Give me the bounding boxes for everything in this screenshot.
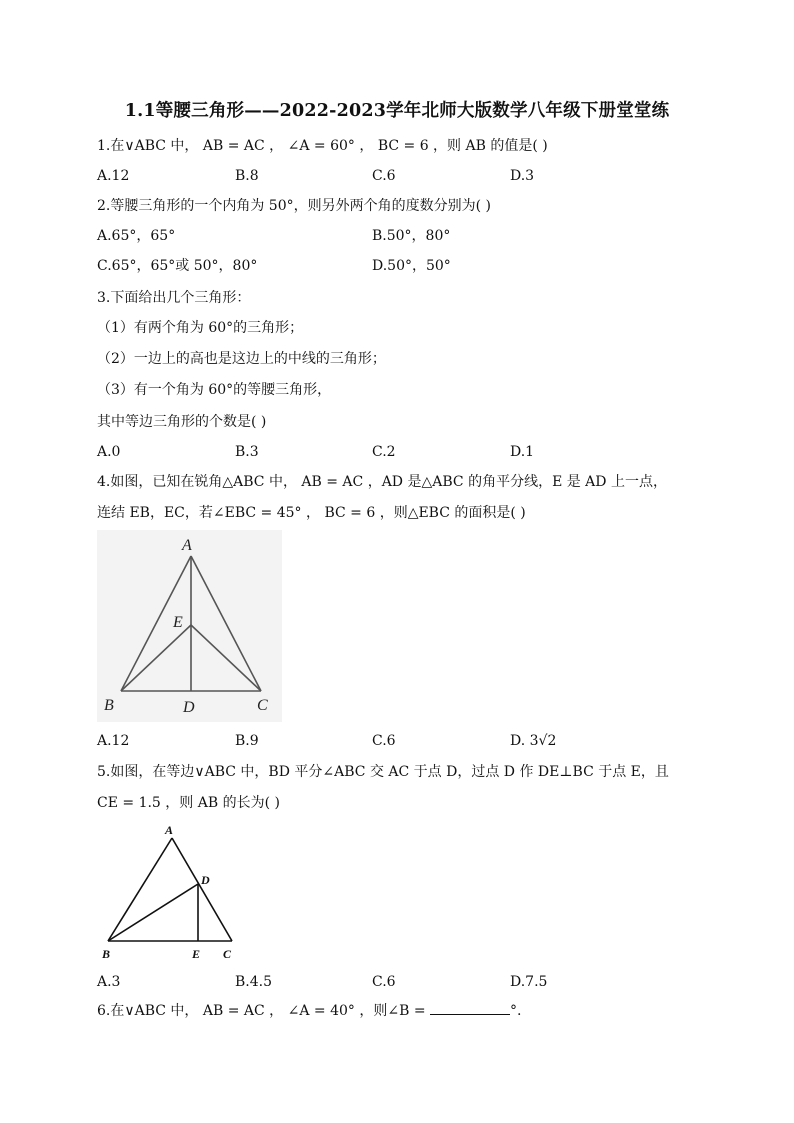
q4-stem-line2: 连结 EB，EC，若∠EBC = 45° ， BC = 6 ，则△EBC 的面积是( ) bbox=[97, 505, 526, 521]
q5-label-c: C bbox=[223, 947, 232, 961]
q3-option-c[interactable]: C.2 bbox=[372, 444, 396, 460]
q5-option-c[interactable]: C.6 bbox=[372, 974, 396, 990]
q2-option-b[interactable]: B.50°，80° bbox=[372, 228, 451, 244]
q1-option-b[interactable]: B.8 bbox=[235, 168, 259, 184]
q4-option-a[interactable]: A.12 bbox=[97, 733, 130, 749]
q5-stem-line2: CE = 1.5 ，则 AB 的长为( ) bbox=[97, 795, 280, 811]
q4-option-b[interactable]: B.9 bbox=[235, 733, 259, 749]
q5-segment-bd bbox=[108, 884, 198, 941]
q6-answer-blank[interactable] bbox=[430, 1002, 510, 1015]
q3-stem: 3.下面给出几个三角形： bbox=[97, 290, 251, 306]
q2-option-d[interactable]: D.50°，50° bbox=[372, 258, 451, 274]
q3-item-2: （2）一边上的高也是这边上的中线的三角形； bbox=[97, 351, 386, 367]
q5-side-ac bbox=[172, 838, 232, 941]
q5-option-a[interactable]: A.3 bbox=[97, 974, 121, 990]
q1-stem: 1.在∨ABC 中， AB = AC ， ∠A = 60° ， BC = 6 ，则 AB 的值是( ) bbox=[97, 138, 548, 154]
q4-label-b: B bbox=[104, 697, 114, 714]
q1-option-d[interactable]: D.3 bbox=[510, 168, 535, 184]
q4-option-c[interactable]: C.6 bbox=[372, 733, 396, 749]
q6-stem bbox=[97, 1001, 521, 1021]
q5-label-b: B bbox=[102, 947, 111, 961]
q1-option-a[interactable]: A.12 bbox=[97, 168, 130, 184]
q4-label-d: D bbox=[183, 699, 195, 716]
q5-figure bbox=[100, 820, 240, 965]
q4-option-d[interactable]: D. 3√2 bbox=[510, 733, 557, 749]
q6-stem-end: °. bbox=[510, 1003, 522, 1019]
q3-option-a[interactable]: A.0 bbox=[97, 444, 121, 460]
q4-label-c: C bbox=[257, 697, 268, 714]
q3-item-3: （3）有一个角为 60°的等腰三角形， bbox=[97, 382, 332, 398]
q5-stem-line1: 5.如图，在等边∨ABC 中，BD 平分∠ABC 交 AC 于点 D，过点 D 作 DE⊥BC 于点 E，且 bbox=[97, 764, 669, 780]
q4-figure bbox=[97, 530, 282, 722]
q1-option-c[interactable]: C.6 bbox=[372, 168, 396, 184]
q5-label-d: D bbox=[201, 873, 210, 887]
q2-stem: 2.等腰三角形的一个内角为 50°，则另外两个角的度数分别为( ) bbox=[97, 198, 491, 214]
q5-label-e: E bbox=[192, 947, 201, 961]
page-title: 1.1等腰三角形——2022-2023学年北师大版数学八年级下册堂堂练 bbox=[124, 101, 670, 121]
q5-option-b[interactable]: B.4.5 bbox=[235, 974, 273, 990]
q5-option-d[interactable]: D.7.5 bbox=[510, 974, 548, 990]
q4-stem-line1: 4.如图，已知在锐角△ABC 中， AB = AC ，AD 是△ABC 的角平分线，E 是 AD 上一点， bbox=[97, 474, 667, 490]
q3-option-d[interactable]: D.1 bbox=[510, 444, 535, 460]
q2-option-c[interactable]: C.65°，65°或 50°，80° bbox=[97, 258, 258, 274]
q2-option-a[interactable]: A.65°，65° bbox=[97, 228, 176, 244]
q4-label-e: E bbox=[173, 614, 183, 631]
q3-question: 其中等边三角形的个数是( ) bbox=[97, 414, 267, 430]
q6-stem-text: 6.在∨ABC 中， AB = AC ， ∠A = 40° ，则∠B = bbox=[97, 1003, 431, 1019]
q3-item-1: （1）有两个角为 60°的三角形； bbox=[97, 320, 304, 336]
q4-label-a: A bbox=[182, 537, 192, 554]
q5-label-a: A bbox=[165, 823, 174, 837]
q3-option-b[interactable]: B.3 bbox=[235, 444, 259, 460]
q5-side-ab bbox=[108, 838, 172, 941]
